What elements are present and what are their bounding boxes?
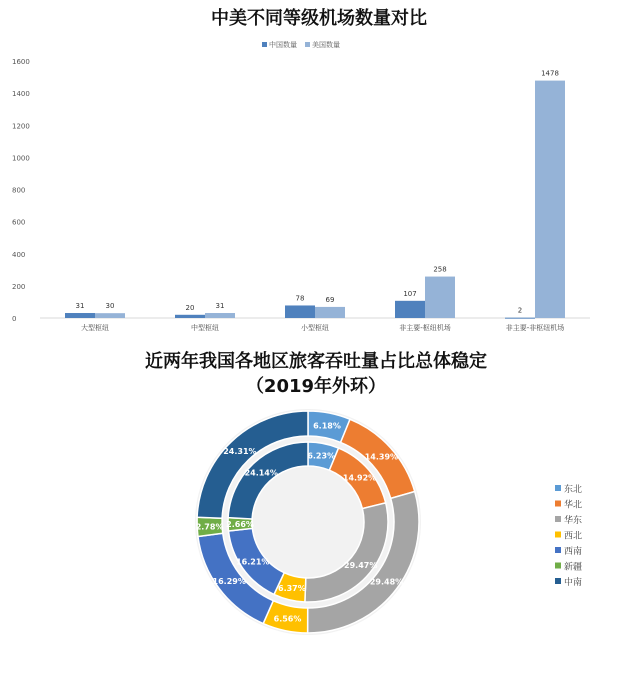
pie-chart-subtitle: （2019年外环） — [245, 376, 387, 397]
bar-usa-4 — [425, 277, 455, 318]
bar-data-label: 1478 — [541, 69, 559, 78]
doughnut-outer-label: 16.29% — [212, 577, 246, 587]
bar-data-label: 20 — [185, 303, 195, 312]
bar-marks — [65, 70, 565, 319]
bar-data-label: 31 — [75, 302, 85, 311]
doughnut-inner-label: 6.37% — [278, 584, 306, 594]
bar-usa-5 — [535, 81, 565, 318]
doughnut-outer-label: 2.78% — [195, 522, 224, 532]
legend-swatch-2 — [305, 42, 310, 47]
bar-chart-title: 中美不同等级机场数量对比 — [211, 8, 427, 29]
bar-usa-3 — [315, 307, 345, 318]
pie-legend-label: 华东 — [564, 516, 583, 526]
pie-legend-label: 新疆 — [564, 562, 583, 573]
y-tick-label: 600 — [12, 218, 26, 227]
doughnut-outer-label: 29.48% — [369, 577, 404, 587]
y-tick-label: 1400 — [12, 90, 30, 99]
x-category-label: 中型枢纽 — [191, 324, 219, 332]
pie-legend-swatch-2 — [555, 501, 561, 507]
doughnut-marks — [195, 409, 421, 635]
legend-label-1: 中国数量 — [269, 41, 297, 49]
bar-china-2 — [175, 315, 205, 318]
pie-legend-swatch-1 — [555, 485, 561, 491]
x-category-label: 大型枢纽 — [81, 324, 109, 332]
bar-china-1 — [65, 313, 95, 318]
bar-data-label: 30 — [105, 302, 115, 311]
bar-data-label: 258 — [433, 265, 447, 274]
doughnut-outer-label: 6.18% — [313, 421, 341, 431]
pie-legend-swatch-6 — [555, 563, 561, 569]
y-tick-label: 1000 — [12, 154, 30, 163]
legend-swatch-1 — [262, 42, 267, 47]
pie-legend-label: 中南 — [564, 578, 583, 588]
doughnut-outer-label: 6.56% — [273, 614, 302, 624]
pie-legend-label: 西北 — [564, 531, 583, 542]
doughnut-inner-label: 6.23% — [307, 451, 336, 461]
x-category-label: 非主要-枢纽机场 — [399, 324, 451, 332]
y-tick-label: 200 — [12, 282, 26, 291]
bar-legend — [262, 40, 340, 49]
pie-legend-swatch-7 — [555, 578, 561, 584]
bar-y-axis — [12, 58, 590, 323]
pie-legend-label: 华北 — [564, 500, 583, 511]
pie-legend-swatch-5 — [555, 547, 561, 553]
doughnut-inner-label: 14.92% — [342, 473, 377, 483]
y-tick-label: 800 — [12, 186, 26, 195]
doughnut-inner-label: 16.21% — [236, 557, 270, 567]
bar-data-label: 69 — [325, 295, 335, 304]
doughnut-inner-label: 29.47% — [344, 560, 378, 570]
x-category-label: 非主要-非枢纽机场 — [505, 324, 565, 332]
doughnut-outer-label: 14.39% — [364, 452, 399, 462]
legend-label-2: 美国数量 — [312, 41, 340, 49]
bar-china-3 — [285, 305, 315, 318]
bar-china-4 — [395, 301, 425, 318]
pie-chart-title: 近两年我国各地区旅客吞吐量占比总体稳定 — [145, 351, 487, 372]
doughnut-inner-label: 2.66% — [226, 520, 254, 530]
bar-data-label: 31 — [215, 302, 225, 311]
doughnut-outer-label: 24.31% — [223, 446, 257, 456]
doughnut-inner-label: 24.14% — [244, 468, 278, 478]
bar-data-label: 78 — [295, 294, 305, 303]
y-tick-label: 400 — [12, 250, 26, 259]
y-tick-label: 1600 — [12, 58, 30, 66]
pie-legend-swatch-3 — [555, 516, 561, 522]
pie-legend-swatch-4 — [555, 532, 561, 538]
y-tick-label: 1200 — [12, 122, 30, 131]
bar-data-label: 2 — [517, 306, 523, 315]
pie-legend — [555, 483, 582, 588]
bar-usa-2 — [205, 313, 235, 318]
bar-usa-1 — [95, 313, 125, 318]
x-category-label: 小型枢纽 — [301, 324, 329, 332]
bar-china-5 — [505, 318, 535, 319]
y-tick-label: 0 — [12, 315, 17, 323]
bar-x-axis — [81, 323, 564, 332]
bar-data-label: 107 — [403, 289, 417, 298]
pie-legend-label: 西南 — [564, 547, 583, 557]
pie-legend-label: 东北 — [564, 485, 583, 495]
